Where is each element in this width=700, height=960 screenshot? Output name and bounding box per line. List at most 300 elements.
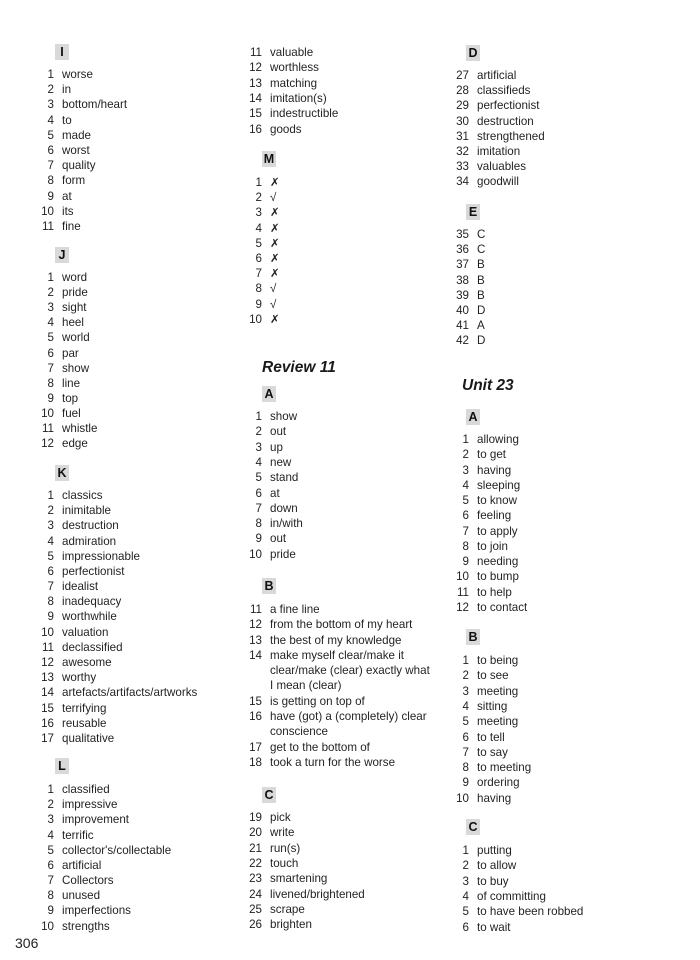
answer-item [40,300,87,315]
answer-number: 14 [249,91,262,105]
answer-text: terrifying [62,701,107,715]
answer-number: 27 [456,69,469,82]
answer-text: livened/brightened [270,887,365,901]
answer-text: ✗ [270,267,280,281]
answer-number: 7 [47,874,54,888]
answer-item [40,888,100,903]
answer-text: meeting [477,684,519,698]
answer-text: touch [270,856,299,870]
answer-number: 3 [47,98,54,112]
answer-number: 17 [41,731,54,745]
answer-text: at [270,486,280,500]
answer-text: artificial [62,858,102,872]
answer-text: fine [62,220,81,233]
answer-number: 17 [249,740,262,754]
answer-text: qualitative [62,731,115,745]
answer-text: run(s) [270,841,301,855]
answer-text: sight [62,301,87,315]
answer-text: show [62,361,90,375]
answer-item [248,917,312,932]
answer-text: C [477,228,486,241]
answer-number: 4 [47,113,54,127]
answer-item [248,266,280,281]
answer-number: 5 [47,843,54,857]
answer-item [40,609,117,624]
answer-text: destruction [62,519,119,533]
answer-text: heel [62,316,84,330]
answer-number: 5 [47,549,54,563]
answer-number: 2 [255,191,262,205]
answer-number: 8 [462,539,469,553]
answer-item [455,478,520,493]
answer-text: imitation(s) [270,91,327,105]
answer-text: ✗ [270,312,280,326]
answer-text: from the bottom of my heart [270,618,413,632]
answer-item [455,554,518,569]
answer-number: 10 [41,625,54,639]
answer-item [40,701,106,716]
answer-number: 9 [47,904,54,918]
answer-item [248,501,298,516]
answer-item [248,175,280,190]
answer-number: 9 [47,610,54,624]
answer-item [40,655,112,670]
answer-item [248,470,298,485]
answer-item [455,288,485,303]
answer-number: 4 [462,699,469,713]
answer-item [455,600,527,615]
answer-text: smartening [270,872,328,886]
answer-item [455,653,518,668]
answer-item [455,874,509,889]
answer-text: admiration [62,534,117,548]
answer-item [455,174,519,189]
answer-text: pick [270,811,291,824]
answer-item [248,516,303,531]
answer-number: 4 [47,316,54,330]
answer-number: 5 [47,331,54,345]
answer-number: 1 [462,433,469,446]
answer-item [40,716,106,731]
answer-text: valuable [270,46,314,59]
answer-item [248,856,298,871]
answer-item [248,871,327,886]
answer-number: 40 [456,304,469,317]
answer-text: to being [477,654,519,667]
answer-item [455,791,511,806]
answer-text: declassified [62,640,123,654]
answer-number: 1 [462,654,469,667]
answer-text: impressionable [62,549,140,563]
answer-number: 12 [249,618,262,632]
answer-number: 21 [249,841,262,855]
answer-number: 7 [462,745,469,759]
answer-number: 7 [255,267,262,281]
answer-item [248,633,430,648]
answer-text: worthy [62,671,97,685]
answer-number: 8 [255,517,262,531]
answer-item [455,129,545,144]
answer-item [455,463,511,478]
answer-item [248,455,291,470]
answer-item [40,579,98,594]
answer-number: 4 [255,455,262,469]
answer-number: 11 [41,422,54,435]
answer-text: collector's/collectable [62,843,172,857]
answer-item [248,76,317,91]
answer-item [40,158,96,173]
answer-number: 9 [255,297,262,311]
answer-number: 16 [249,122,262,136]
answer-item [40,625,108,640]
review-title: Review 11 [262,359,336,376]
answer-item [40,143,90,158]
answer-number: 1 [462,844,469,857]
answer-number: 11 [249,603,262,616]
answer-text: destruction [477,114,534,128]
answer-number: 4 [255,221,262,235]
answer-item [248,251,280,266]
answer-text: to have been robbed [477,905,584,919]
answer-text: unused [62,889,101,903]
answer-text: its [62,204,74,218]
answer-text: awesome [62,655,112,669]
section-heading-review-a: A [262,386,276,402]
answer-item [40,173,85,188]
answer-number: 32 [456,145,469,158]
answer-item [455,524,518,539]
answer-item [248,281,276,296]
answer-number: 1 [47,271,54,284]
answer-item [40,436,88,451]
answer-number: 1 [255,410,262,423]
section-heading-review-c: C [262,787,276,803]
answer-text: terrific [62,828,94,842]
answer-item [40,406,81,421]
answer-text: of committing [477,889,546,903]
answer-number: 5 [255,236,262,250]
answer-number: 5 [462,715,469,729]
answer-item [248,122,302,137]
answer-item [455,585,512,600]
answer-item [455,447,506,462]
answer-number: 37 [456,258,469,272]
answer-text: make myself clear/make it clear/make (clear) exactly what I mean (clear) [270,648,430,693]
answer-item [455,227,485,242]
answer-number: 11 [249,46,262,59]
answer-number: 2 [47,286,54,300]
answer-text: C [477,243,486,257]
answer-text: meeting [477,715,519,729]
answer-number: 16 [41,716,54,730]
answer-text: ✗ [270,252,280,265]
answer-item [455,904,583,919]
answer-item [248,648,430,694]
answer-text: quality [62,159,96,173]
answer-text: matching [270,76,318,90]
answer-text: worse [62,68,93,81]
answer-item [455,98,540,113]
answer-text: worthless [270,61,319,75]
answer-number: 36 [456,243,469,257]
answer-number: 4 [47,534,54,548]
answer-text: show [270,410,298,423]
answer-item [455,569,519,584]
answer-number: 5 [255,471,262,485]
answer-item [40,518,119,533]
answer-text: whistle [62,422,98,435]
answer-item [248,409,297,424]
answer-number: 4 [462,889,469,903]
answer-item [40,797,117,812]
answer-text: artefacts/artifacts/artworks [62,686,198,700]
answer-item [455,318,485,333]
answer-text: pride [62,286,88,300]
answer-number: 13 [41,671,54,685]
answer-number: 2 [47,504,54,518]
answer-item [40,534,116,549]
answer-text: √ [270,191,277,205]
answer-number: 14 [249,648,262,662]
answer-number: 9 [462,776,469,790]
answer-text: to meeting [477,761,532,775]
answer-number: 24 [249,887,262,901]
answer-number: 3 [47,813,54,827]
answer-number: 7 [47,361,54,375]
answer-text: down [270,501,298,515]
answer-text: idealist [62,580,99,594]
answer-number: 16 [249,710,262,724]
answer-text: top [62,391,79,405]
answer-text: classics [62,489,103,502]
answer-text: a fine line [270,603,320,616]
answer-item [455,858,516,873]
answer-text: the best of my knowledge [270,633,402,647]
answer-item [40,828,94,843]
answer-item [40,67,93,82]
answer-item [40,919,110,934]
answer-text: to bump [477,570,519,584]
answer-number: 6 [462,920,469,934]
answer-item [248,205,280,220]
answer-item [248,106,338,121]
answer-number: 8 [47,889,54,903]
answer-text: is getting on top of [270,694,365,708]
answer-number: 3 [47,301,54,315]
answer-number: 2 [462,669,469,683]
answer-text: valuables [477,160,526,174]
answer-item [455,714,518,729]
answer-number: 3 [462,463,469,477]
answer-number: 26 [249,918,262,932]
answer-text: sleeping [477,478,521,492]
answer-text: to buy [477,874,509,888]
answer-number: 25 [249,902,262,916]
answer-item [40,315,84,330]
answer-item [40,640,123,655]
answer-number: 11 [41,220,54,233]
answer-text: goods [270,122,302,136]
answer-number: 8 [255,282,262,296]
answer-text: strengths [62,919,110,933]
answer-number: 39 [456,288,469,302]
answer-item [455,539,508,554]
answer-item [40,782,110,797]
answer-item [455,760,531,775]
answer-number: 23 [249,872,262,886]
answer-item [40,189,72,204]
answer-item [248,841,300,856]
answer-text: valuation [62,625,109,639]
answer-item [40,903,131,918]
answer-item [40,564,125,579]
answer-number: 6 [462,509,469,523]
answer-number: 8 [462,761,469,775]
answer-item [40,594,121,609]
answer-text: classified [62,783,110,796]
answer-text: brighten [270,918,312,932]
answer-item [248,424,286,439]
answer-item [248,617,430,632]
answer-item [248,887,365,902]
answer-number: 2 [47,83,54,97]
answer-text: to tell [477,730,505,744]
answer-text: to see [477,669,509,683]
answer-item [40,361,89,376]
answer-number: 5 [462,905,469,919]
answer-text: to say [477,745,508,759]
answer-item [455,684,518,699]
answer-item [455,242,485,257]
answer-number: 10 [41,204,54,218]
answer-text: to get [477,448,507,462]
page-number: 306 [15,935,39,951]
answer-item [40,421,97,436]
answer-number: 15 [249,694,262,708]
answer-text: indestructible [270,107,339,121]
answer-text: have (got) a (completely) clear conscience [270,710,427,739]
section-heading-d: D [466,45,480,61]
answer-text: allowing [477,433,519,446]
answer-number: 11 [41,640,54,654]
answer-text: to contact [477,600,528,614]
answer-item [40,488,103,503]
answer-text: up [270,440,283,454]
answer-number: 6 [462,730,469,744]
answer-number: 2 [47,798,54,812]
answer-item [248,602,430,617]
answer-text: in [62,83,72,97]
answer-item [248,440,283,455]
answer-item [40,858,101,873]
answer-text: stand [270,471,299,485]
answer-text: perfectionist [62,564,125,578]
answer-number: 11 [456,585,469,599]
answer-number: 7 [47,159,54,173]
answer-number: 41 [456,319,469,333]
answer-item [40,330,90,345]
answer-text: feeling [477,509,512,523]
answer-item [248,825,294,840]
answer-item [455,273,485,288]
answer-number: 7 [255,501,262,515]
answer-number: 9 [462,555,469,568]
section-heading-unit-b: B [466,629,480,645]
answer-number: 5 [462,494,469,507]
answer-item [248,740,430,755]
answer-number: 9 [47,189,54,203]
answer-item [40,113,72,128]
answer-number: 6 [47,858,54,872]
answer-item [40,549,140,564]
section-heading-k: K [55,465,69,481]
answer-text: pride [270,547,296,561]
answer-text: √ [270,282,277,296]
answer-number: 1 [47,783,54,796]
answer-number: 22 [249,856,262,870]
answer-item [455,432,519,447]
answer-item [248,60,319,75]
answer-item [40,270,87,285]
answer-item [455,668,509,683]
answer-text: Collectors [62,874,114,888]
answer-item [455,333,485,348]
answer-item [455,159,526,174]
answer-number: 6 [255,486,262,500]
answer-item [455,493,517,508]
answer-number: 8 [47,174,54,188]
answer-number: 4 [462,478,469,492]
answer-item [248,297,276,312]
answer-item [40,843,171,858]
answer-text: line [62,376,81,390]
answer-text: inimitable [62,504,111,518]
answer-number: 10 [249,312,262,326]
answer-text: bottom/heart [62,98,128,112]
answer-number: 10 [249,547,262,561]
answer-text: ✗ [270,206,280,220]
section-heading-e: E [466,204,480,220]
answer-item [455,745,508,760]
answer-item [455,68,516,83]
answer-number: 12 [249,61,262,75]
answer-item [248,45,313,60]
answer-number: 12 [41,437,54,451]
answer-text: D [477,304,486,317]
answer-text: perfectionist [477,99,540,113]
answer-item [40,670,96,685]
answer-text: took a turn for the worse [270,756,396,769]
answer-item [455,303,485,318]
answer-item [40,219,81,234]
answer-item [248,547,296,562]
answer-number: 3 [47,519,54,533]
answer-item [455,257,485,272]
answer-number: 33 [456,160,469,174]
answer-number: 6 [47,564,54,578]
answer-item [248,810,291,825]
answer-item [248,709,430,739]
answer-number: 1 [47,489,54,502]
answer-number: 15 [249,107,262,121]
answer-item [455,83,530,98]
answer-item [40,685,197,700]
answer-number: 3 [462,874,469,888]
answer-text: worthwhile [62,610,117,624]
answer-number: 2 [255,425,262,439]
answer-text: out [270,425,287,439]
answer-text: √ [270,297,277,311]
